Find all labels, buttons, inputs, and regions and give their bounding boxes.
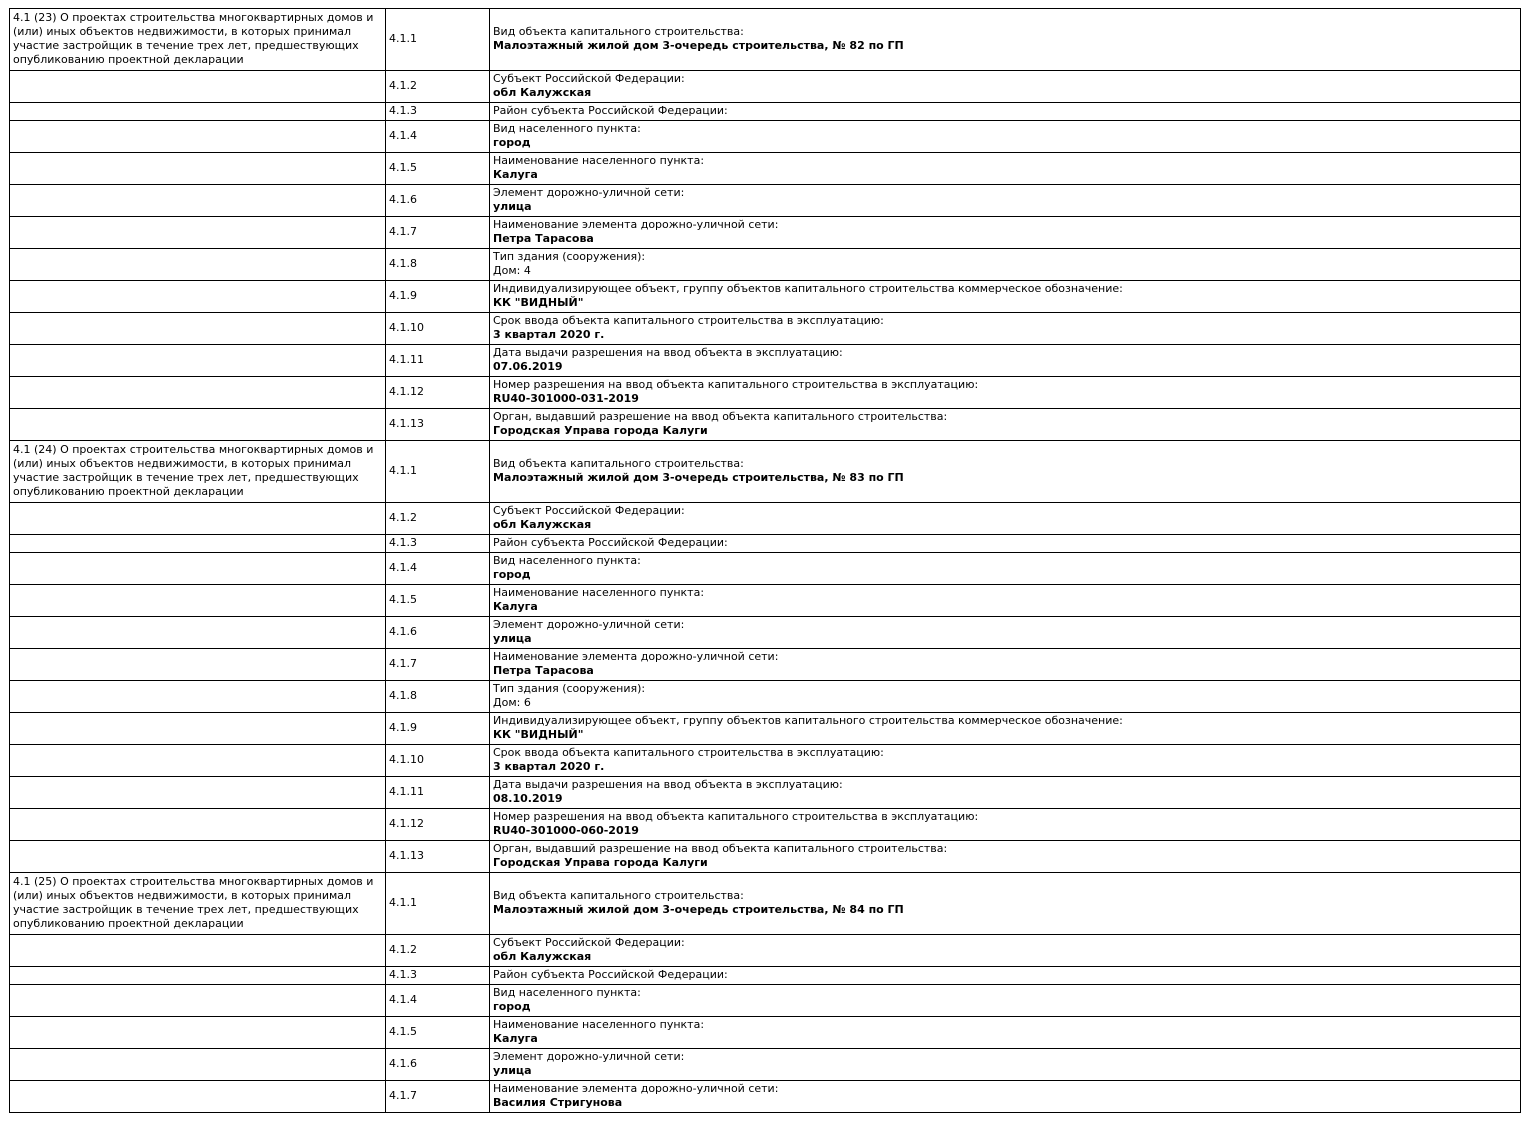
section-description-empty [10,553,386,585]
field-value: улица [493,1064,532,1077]
table-row [10,585,1521,617]
section-description-empty [10,809,386,841]
section-description-empty [10,535,386,553]
field-label: Наименование населенного пункта: [493,1018,705,1031]
field-value: Калуга [493,1032,538,1045]
table-row [10,185,1521,217]
row-content [490,809,1521,841]
row-content [490,313,1521,345]
row-content [490,935,1521,967]
field-label: Вид населенного пункта: [493,986,641,999]
row-content [490,649,1521,681]
field-label: Наименование элемента дорожно-уличной сети: [493,218,779,231]
field-label: Наименование населенного пункта: [493,154,705,167]
field-value: Городская Управа города Калуги [493,856,708,869]
section-description-empty [10,1081,386,1113]
row-number: 4.1.3 [386,967,490,985]
field-value: RU40-301000-060-2019 [493,824,639,837]
table-row [10,217,1521,249]
field-label: Тип здания (сооружения): [493,682,646,695]
section-description-empty [10,503,386,535]
row-number: 4.1.8 [386,681,490,713]
row-content [490,1081,1521,1113]
table-row [10,409,1521,441]
table-row [10,535,1521,553]
row-number: 4.1.7 [386,1081,490,1113]
row-content [490,553,1521,585]
field-value: город [493,1000,531,1013]
row-number: 4.1.11 [386,777,490,809]
field-value: улица [493,200,532,213]
table-row [10,249,1521,281]
row-content [490,967,1521,985]
field-value: Василия Стригунова [493,1096,623,1109]
section-description-empty [10,121,386,153]
row-content [490,535,1521,553]
table-row [10,553,1521,585]
section-description-empty [10,409,386,441]
table-row [10,777,1521,809]
field-value: 3 квартал 2020 г. [493,760,605,773]
row-content [490,777,1521,809]
field-label: Орган, выдавший разрешение на ввод объекта капитального строительства: [493,410,948,423]
table-row [10,71,1521,103]
field-label: Район субъекта Российской Федерации: [493,968,728,981]
table-row [10,281,1521,313]
row-content [490,345,1521,377]
field-label: Район субъекта Российской Федерации: [493,536,728,549]
declaration-table [9,8,1521,1113]
section-description: 4.1 (24) О проектах строительства многоквартирных домов и (или) иных объектов недвижимости, в которых принимал участие застройщик в течение трех лет, предшествующих опубликованию проектной декларации [10,441,386,503]
field-label: Срок ввода объекта капитального строительства в эксплуатацию: [493,314,884,327]
table-row [10,9,1521,71]
table-row [10,1081,1521,1113]
field-label: Вид населенного пункта: [493,122,641,135]
row-content [490,713,1521,745]
field-label: Дата выдачи разрешения на ввод объекта в эксплуатацию: [493,778,843,791]
row-number: 4.1.11 [386,345,490,377]
field-label: Индивидуализирующее объект, группу объектов капитального строительства коммерческое обозначение: [493,282,1123,295]
field-value: Дом: 4 [493,264,531,277]
field-value: КК "ВИДНЫЙ" [493,296,584,309]
row-number: 4.1.13 [386,841,490,873]
row-content [490,617,1521,649]
row-content [490,281,1521,313]
field-label: Вид населенного пункта: [493,554,641,567]
section-description-empty [10,649,386,681]
field-label: Тип здания (сооружения): [493,250,646,263]
field-label: Вид объекта капитального строительства: [493,25,744,38]
field-label: Субъект Российской Федерации: [493,504,685,517]
section-description-empty [10,935,386,967]
field-value: Городская Управа города Калуги [493,424,708,437]
field-value: 08.10.2019 [493,792,563,805]
field-value: улица [493,632,532,645]
field-label: Район субъекта Российской Федерации: [493,104,728,117]
field-label: Вид объекта капитального строительства: [493,457,744,470]
table-row [10,121,1521,153]
row-number: 4.1.6 [386,1049,490,1081]
field-label: Элемент дорожно-уличной сети: [493,1050,685,1063]
field-value: 3 квартал 2020 г. [493,328,605,341]
table-row [10,985,1521,1017]
field-label: Индивидуализирующее объект, группу объектов капитального строительства коммерческое обозначение: [493,714,1123,727]
row-number: 4.1.10 [386,745,490,777]
field-label: Элемент дорожно-уличной сети: [493,618,685,631]
field-label: Срок ввода объекта капитального строительства в эксплуатацию: [493,746,884,759]
row-number: 4.1.1 [386,873,490,935]
row-number: 4.1.8 [386,249,490,281]
field-value: Малоэтажный жилой дом 3-очередь строительства, № 84 по ГП [493,903,904,916]
section-description-empty [10,281,386,313]
field-value: город [493,136,531,149]
row-number: 4.1.7 [386,649,490,681]
row-number: 4.1.2 [386,71,490,103]
table-row [10,313,1521,345]
section-description-empty [10,185,386,217]
section-description-empty [10,585,386,617]
row-number: 4.1.1 [386,9,490,71]
row-number: 4.1.5 [386,153,490,185]
row-number: 4.1.7 [386,217,490,249]
section-description-empty [10,313,386,345]
section-description-empty [10,681,386,713]
row-number: 4.1.4 [386,553,490,585]
field-value: RU40-301000-031-2019 [493,392,639,405]
field-label: Субъект Российской Федерации: [493,936,685,949]
row-content [490,121,1521,153]
row-content [490,9,1521,71]
field-value: 07.06.2019 [493,360,563,373]
table-body [10,9,1521,1113]
row-number: 4.1.6 [386,617,490,649]
row-number: 4.1.6 [386,185,490,217]
row-content [490,71,1521,103]
table-row [10,103,1521,121]
field-value: Калуга [493,168,538,181]
table-row [10,841,1521,873]
section-description-empty [10,777,386,809]
row-content [490,377,1521,409]
field-label: Наименование населенного пункта: [493,586,705,599]
row-number: 4.1.13 [386,409,490,441]
field-label: Номер разрешения на ввод объекта капитального строительства в эксплуатацию: [493,378,979,391]
row-number: 4.1.3 [386,535,490,553]
section-description-empty [10,345,386,377]
field-label: Наименование элемента дорожно-уличной сети: [493,650,779,663]
section-description-empty [10,967,386,985]
field-value: Дом: 6 [493,696,531,709]
section-description: 4.1 (23) О проектах строительства многоквартирных домов и (или) иных объектов недвижимости, в которых принимал участие застройщик в течение трех лет, предшествующих опубликованию проектной декларации [10,9,386,71]
row-content [490,249,1521,281]
row-number: 4.1.2 [386,503,490,535]
row-content [490,1049,1521,1081]
section-description-empty [10,103,386,121]
table-row [10,809,1521,841]
row-number: 4.1.4 [386,985,490,1017]
field-label: Дата выдачи разрешения на ввод объекта в эксплуатацию: [493,346,843,359]
table-row [10,873,1521,935]
field-label: Вид объекта капитального строительства: [493,889,744,902]
section-description-empty [10,617,386,649]
field-label: Элемент дорожно-уличной сети: [493,186,685,199]
field-value: Петра Тарасова [493,232,594,245]
section-description-empty [10,71,386,103]
table-row [10,617,1521,649]
field-value: Калуга [493,600,538,613]
row-number: 4.1.12 [386,809,490,841]
table-row [10,745,1521,777]
field-label: Наименование элемента дорожно-уличной сети: [493,1082,779,1095]
row-content [490,103,1521,121]
row-content [490,985,1521,1017]
section-description: 4.1 (25) О проектах строительства многоквартирных домов и (или) иных объектов недвижимости, в которых принимал участие застройщик в течение трех лет, предшествующих опубликованию проектной декларации [10,873,386,935]
field-label: Номер разрешения на ввод объекта капитального строительства в эксплуатацию: [493,810,979,823]
table-row [10,681,1521,713]
field-value: КК "ВИДНЫЙ" [493,728,584,741]
section-description-empty [10,745,386,777]
field-value: обл Калужская [493,86,592,99]
row-number: 4.1.4 [386,121,490,153]
row-content [490,681,1521,713]
row-number: 4.1.9 [386,281,490,313]
field-value: обл Калужская [493,518,592,531]
table-row [10,1049,1521,1081]
field-value: город [493,568,531,581]
row-number: 4.1.12 [386,377,490,409]
section-description-empty [10,1049,386,1081]
row-content [490,185,1521,217]
section-description-empty [10,1017,386,1049]
table-row [10,649,1521,681]
table-row [10,503,1521,535]
section-description-empty [10,249,386,281]
row-content [490,585,1521,617]
section-description-empty [10,153,386,185]
row-content [490,873,1521,935]
row-number: 4.1.3 [386,103,490,121]
section-description-empty [10,217,386,249]
field-value: Петра Тарасова [493,664,594,677]
field-label: Орган, выдавший разрешение на ввод объекта капитального строительства: [493,842,948,855]
row-content [490,1017,1521,1049]
row-number: 4.1.5 [386,585,490,617]
section-description-empty [10,713,386,745]
row-content [490,745,1521,777]
row-number: 4.1.10 [386,313,490,345]
table-row [10,967,1521,985]
row-content [490,503,1521,535]
field-label: Субъект Российской Федерации: [493,72,685,85]
table-row [10,153,1521,185]
table-row [10,441,1521,503]
section-description-empty [10,985,386,1017]
row-number: 4.1.5 [386,1017,490,1049]
row-number: 4.1.9 [386,713,490,745]
row-content [490,841,1521,873]
section-description-empty [10,841,386,873]
table-row [10,713,1521,745]
row-number: 4.1.2 [386,935,490,967]
row-content [490,153,1521,185]
row-content [490,217,1521,249]
row-content [490,441,1521,503]
field-value: обл Калужская [493,950,592,963]
row-number: 4.1.1 [386,441,490,503]
table-row [10,377,1521,409]
table-row [10,345,1521,377]
field-value: Малоэтажный жилой дом 3-очередь строительства, № 82 по ГП [493,39,904,52]
row-content [490,409,1521,441]
field-value: Малоэтажный жилой дом 3-очередь строительства, № 83 по ГП [493,471,904,484]
section-description-empty [10,377,386,409]
table-row [10,935,1521,967]
table-row [10,1017,1521,1049]
